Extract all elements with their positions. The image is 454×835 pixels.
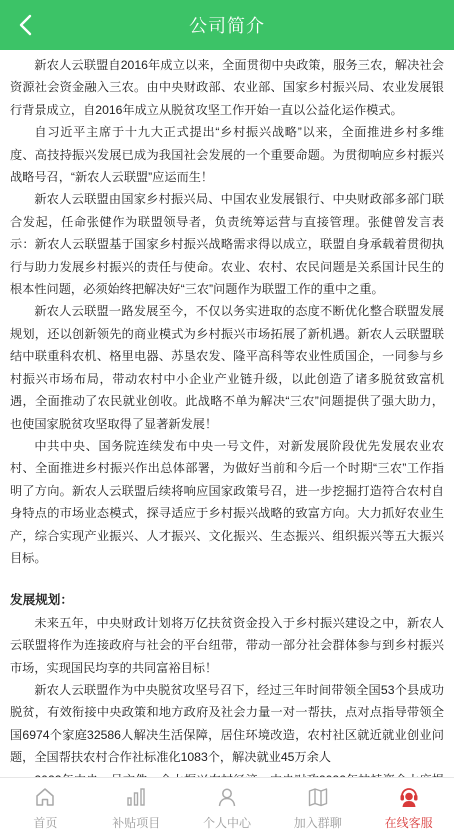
article-paragraph: 新农人云联盟由国家乡村振兴局、中国农业发展银行、中央财政部多部门联合发起，任命张健作为联盟领导者，负责统筹运营与直接管理。张健曾发言表示：新农人云联盟基于国家乡村振兴战略需求得以成立，联盟自身承载着贯彻执行与助力发展乡村振兴的责任与使命。农业、农村、农民问题是关系国计民生的根本性问题，必须始终把解决好“三农”问题作为联盟工作的重中之重。 bbox=[10, 192, 444, 297]
customer-service-icon bbox=[398, 786, 420, 808]
chevron-left-icon bbox=[18, 14, 32, 36]
article-paragraph: 未来五年，中央财政计划将万亿扶贫资金投入于乡村振兴建设之中，新农人云联盟将作为连接政府与社会的平台纽带，带动一部分社会群体参与到乡村振兴市场，实现国民均享的共同富裕目标！ bbox=[10, 615, 444, 675]
tab-join-group-chat[interactable] bbox=[272, 778, 363, 835]
back-button[interactable] bbox=[10, 9, 40, 41]
tab-label: 首页 bbox=[33, 816, 58, 830]
section-title-plan: 发展规划： bbox=[10, 593, 73, 608]
article-paragraph: 自习近平主席于十九大正式提出“乡村振兴战略”以来，全面推进乡村多维度、高技持振兴发展已成为我国社会发展的一个重要命题。为贯彻响应乡村振兴战略号召，“新农人云联盟”应运而生！ bbox=[10, 125, 444, 185]
home-icon bbox=[34, 786, 56, 808]
bar-chart-icon bbox=[125, 786, 147, 808]
article-paragraph: 新农人云联盟作为中央脱贫攻坚号召下，经过三年时间带领全国53个县成功脱贫，有效衔接中央政策和地方政府及社会力量一对一帮扶，点对点指导带领全国6974个家庭32586人解决生活保障，居住环境改造，农村社区就近就业创业问题，全国帮扶农村合作社标准化1083个，解决就业45万余人 bbox=[10, 682, 444, 765]
article-content[interactable] bbox=[0, 50, 454, 777]
article-paragraph: 新农人云联盟一路发展至今，不仅以务实进取的态度不断优化整合联盟发展规划，还以创新领先的商业模式为乡村振兴市场拓展了新机遇。新农人云联盟联结中联重科农机、格里电器、苏垦农发、隆平高科等农业性质国企，一同参与乡村振兴市场布局，带动农村中小企业产业链升级，以此创造了诸多脱贫致富机遇，全面推动了农民就业创收。此战略不单为解决“三农”问题提供了强大助力，也使国家脱贫攻坚取得了显著新发展！ bbox=[10, 304, 444, 431]
article-paragraph: 新农人云联盟自2016年成立以来，全面贯彻中央政策，服务三农，解决社会资源社会资金融入三农。由中央财政部、农业部、国家乡村振兴局、农业发展银行背景成立，自2016年成立从脱贫攻坚工作开始一直以公益化运作模式。 bbox=[10, 58, 444, 117]
tab-label: 个人中心 bbox=[202, 816, 251, 830]
tab-home[interactable] bbox=[0, 778, 91, 835]
article-paragraph: 中共中央、国务院连续发布中央一号文件，对新发展阶段优先发展农业农村、全面推进乡村振兴作出总体部署，为做好当前和今后一个时期“三农”工作指明了方向。新农人云联盟后续将响应国家政策号召，进一步挖掘打造符合农村自身特点的市场业态模式，探寻适应于乡村振兴战略的致富方向。大力抓好农业生产，综合实现产业振兴、人才振兴、文化振兴、生态振兴、组织振兴等五大振兴目标。 bbox=[10, 438, 444, 565]
user-icon bbox=[216, 786, 238, 808]
page-title: 公司简介 bbox=[189, 16, 265, 36]
tab-label: 补贴项目 bbox=[112, 816, 161, 830]
tab-online-service[interactable] bbox=[363, 778, 454, 835]
tab-label: 加入群聊 bbox=[293, 816, 342, 830]
map-icon bbox=[307, 786, 329, 808]
top-nav-bar bbox=[0, 0, 454, 50]
tab-subsidy-projects[interactable] bbox=[91, 778, 182, 835]
tab-personal-center[interactable] bbox=[182, 778, 273, 835]
bottom-tab-bar bbox=[0, 777, 454, 835]
tab-label: 在线客服 bbox=[384, 816, 433, 830]
